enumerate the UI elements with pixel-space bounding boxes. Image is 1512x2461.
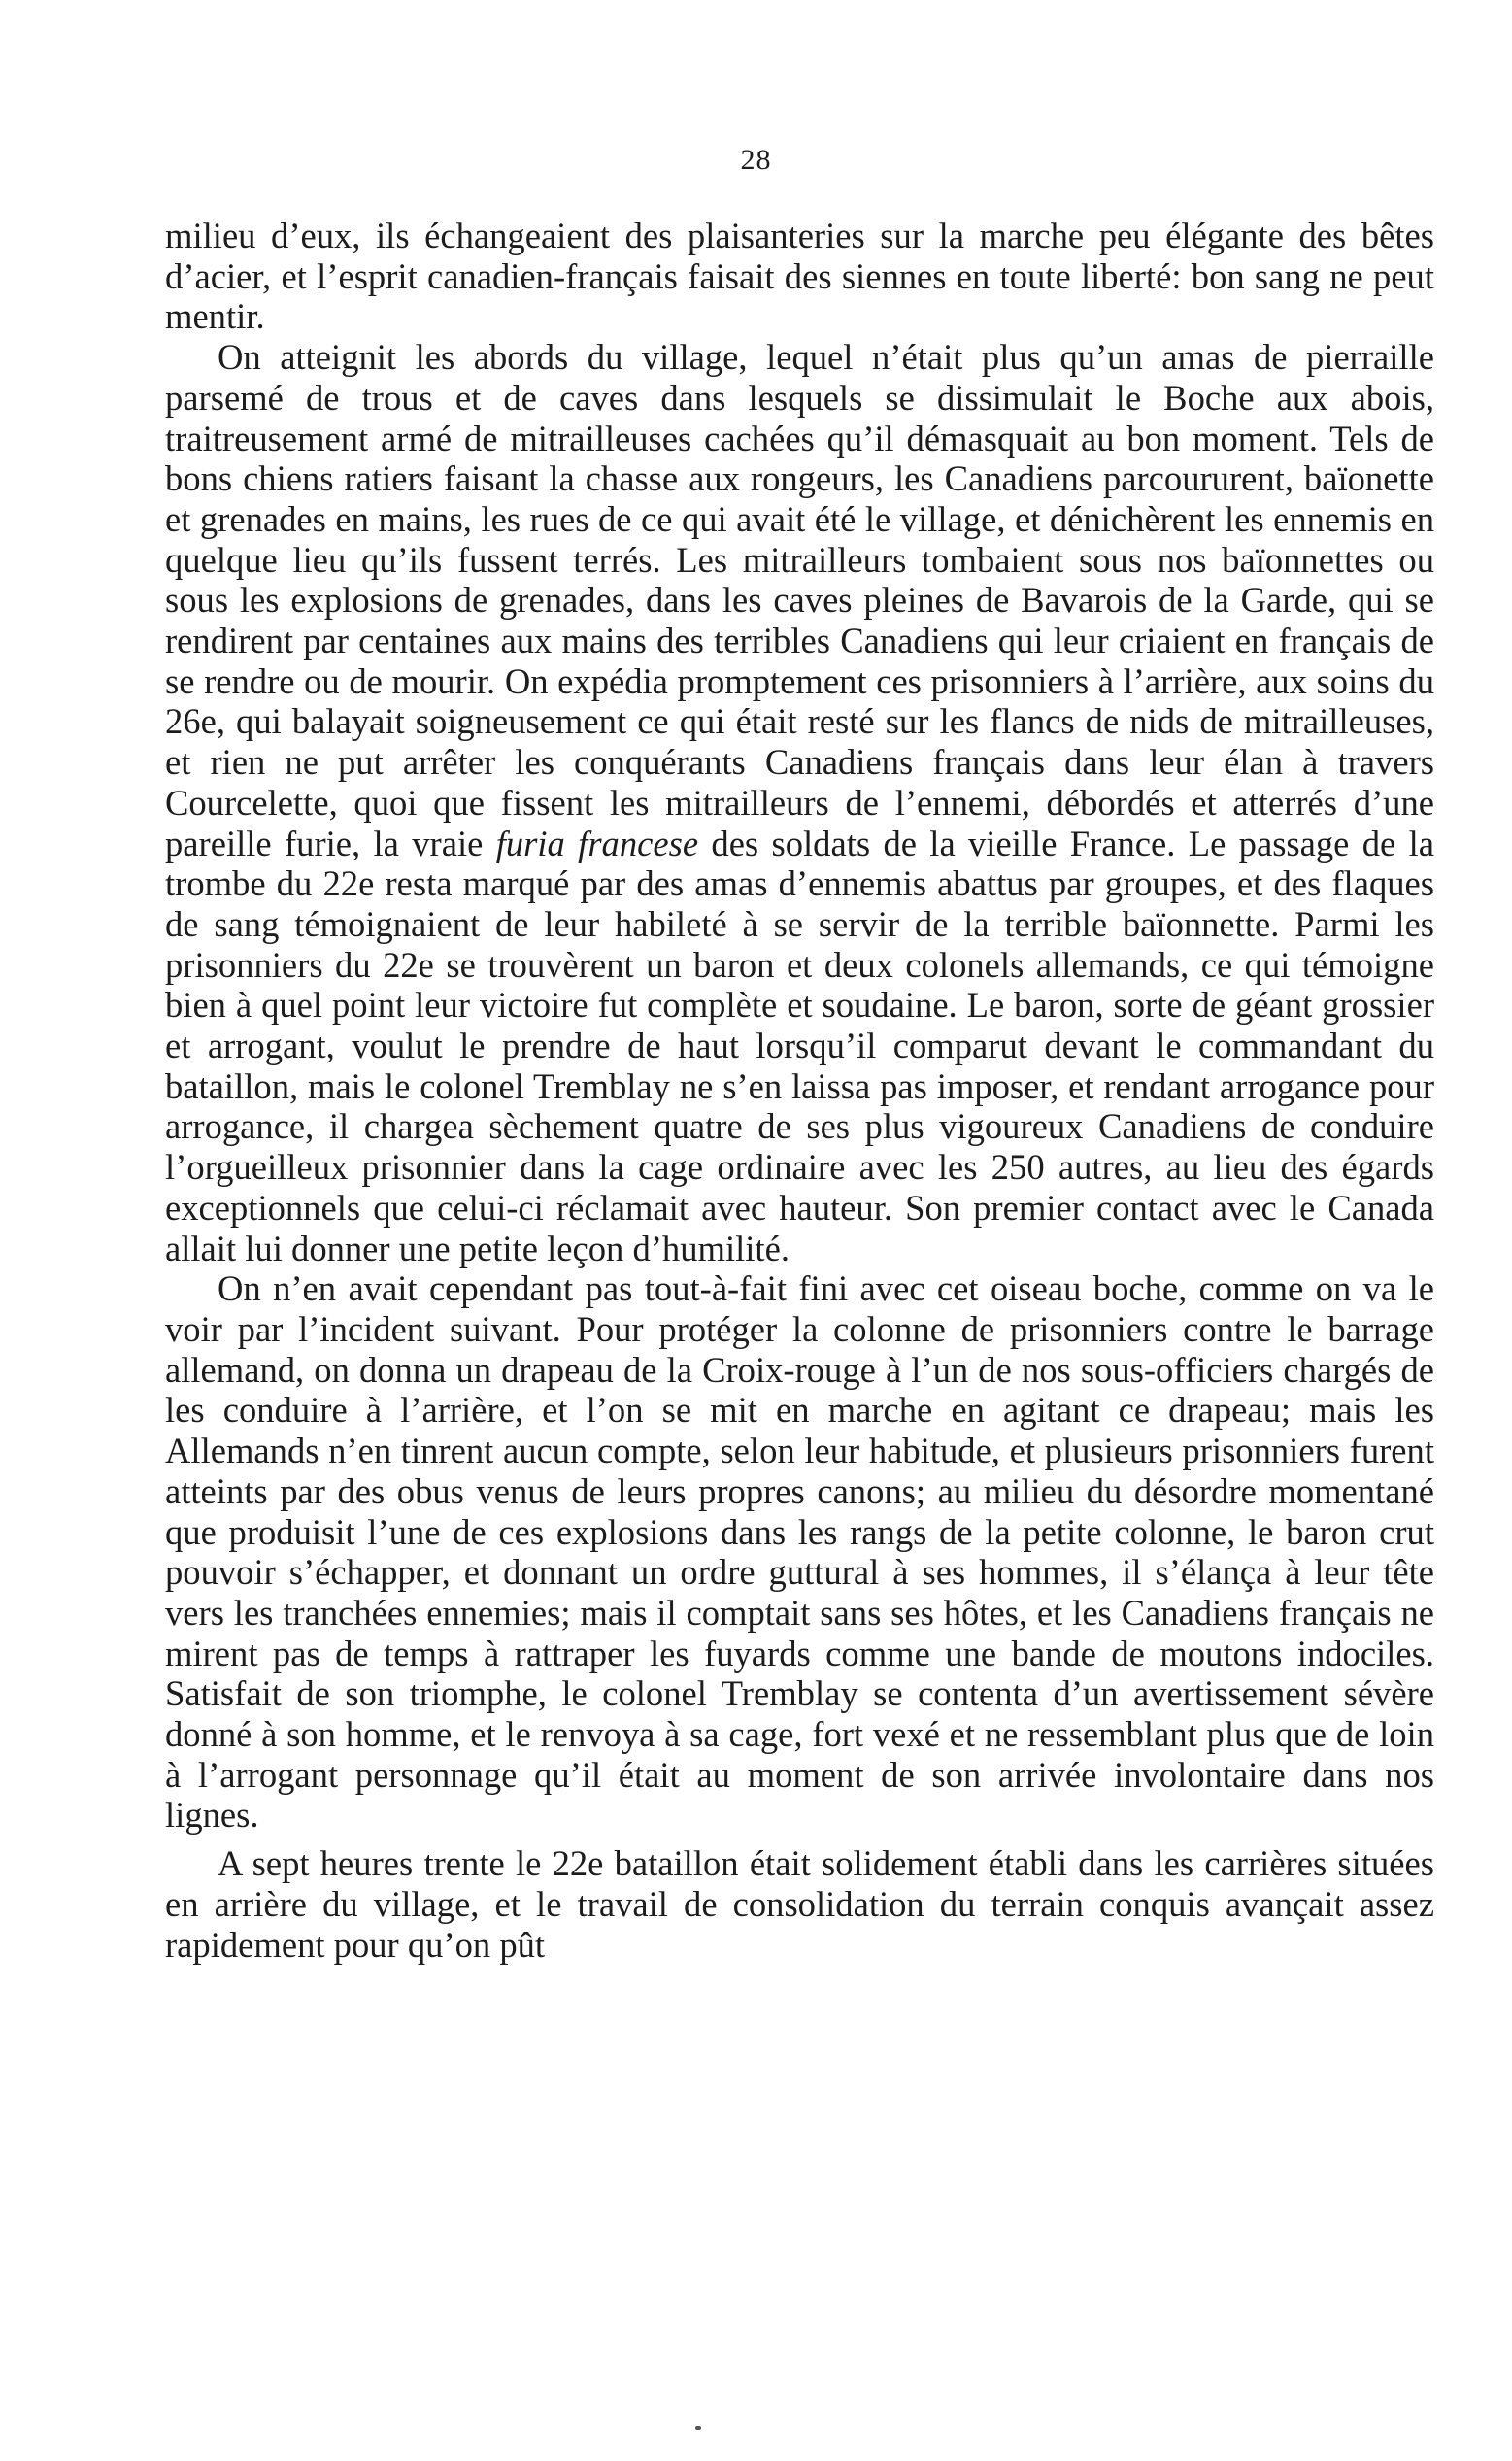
page-number: 28 <box>740 144 772 176</box>
italic-phrase: furia francese <box>495 823 699 863</box>
body-text <box>165 216 1434 1965</box>
paragraph-2-text-after: des soldats de la vieille France. Le passage de la trombe du 22e resta marqué par des amas d’ennemis abattus par groupes, et des flaques de sang témoignaient de leur habileté à se servir de la terrible baïonnette. Parmi les prisonniers du 22e se trouvèrent un baron et deux colonels allemands, ce qui témoigne bien à quel point leur victoire fut complète et soudaine. Le baron, sorte de géant grossier et arrogant, voulut le prendre de haut lorsqu’il comparut devant le commandant du bataillon, mais le colonel Tremblay ne s’en laissa pas imposer, et rendant arrogance pour arrogance, il chargea sèchement quatre de ses plus vigoureux Canadiens de conduire l’orgueilleux prisonnier dans la cage ordinaire avec les 250 autres, au lieu des égards exceptionnels que celui-ci réclamait avec hauteur. Son premier contact avec le Canada allait lui donner une petite leçon d’humilité. <box>165 823 1435 1268</box>
print-speck <box>695 2426 701 2430</box>
paragraph-2 <box>165 337 1434 1268</box>
paragraph-4: A sept heures trente le 22e bataillon était solidement établi dans les carrières situées en arrière du village, et le travail de consolidation du terrain conquis avançait assez rapidement pour qu’on pût <box>165 1843 1434 1965</box>
paragraph-2-text-before: On atteignit les abords du village, lequel n’était plus qu’un amas de pierraille parsemé de trous et de caves dans lesquels se dissimulait le Boche aux abois, traitreusement armé de mitrailleuses cachées qu’il démasquait au bon moment. Tels de bons chiens ratiers faisant la chasse aux rongeurs, les Canadiens parcoururent, baïonette et grenades en mains, les rues de ce qui avait été le village, et dénichèrent les ennemis en quelque lieu qu’ils fussent terrés. Les mitrailleurs tombaient sous nos baïonnettes ou sous les explosions de grenades, dans les caves pleines de Bavarois de la Garde, qui se rendirent par centaines aux mains des terribles Canadiens qui leur criaient en français de se rendre ou de mourir. On expédia promptement ces prisonniers à l’arrière, aux soins du 26e, qui balayait soigneusement ce qui était resté sur les flancs de nids de mitrailleuses, et rien ne put arrêter les conquérants Canadiens français dans leur élan à travers Courcelette, quoi que fissent les mitrailleurs de l’ennemi, débordés et atterrés d’une pareille furie, la vraie <box>165 337 1434 863</box>
paragraph-3: On n’en avait cependant pas tout-à-fait fini avec cet oiseau boche, comme on va le voir par l’incident suivant. Pour protéger la colonne de prisonniers contre le barrage allemand, on donna un drapeau de la Croix-rouge à l’un de nos sous-officiers chargés de les conduire à l’arrière, et l’on se mit en marche en agitant ce drapeau; mais les Allemands n’en tinrent aucun compte, selon leur habitude, et plusieurs prisonniers furent atteints par des obus venus de leurs propres canons; au milieu du désordre momentané que produisit l’une de ces explosions dans les rangs de la petite colonne, le baron crut pouvoir s’échapper, et donnant un ordre guttural à ses hommes, il s’élança à leur tête vers les tranchées ennemies; mais il comptait sans ses hôtes, et les Canadiens français ne mirent pas de temps à rattraper les fuyards comme une bande de moutons indociles. Satisfait de son triomphe, le colonel Tremblay se contenta d’un avertissement sévère donné à son homme, et le renvoya à sa cage, fort vexé et ne ressemblant plus que de loin à l’arrogant personnage qu’il était au moment de son arrivée involontaire dans nos lignes. <box>165 1268 1434 1836</box>
paragraph-1: milieu d’eux, ils échangeaient des plaisanteries sur la marche peu élégante des bêtes d’acier, et l’esprit canadien-français faisait des siennes en toute liberté: bon sang ne peut mentir. <box>165 216 1434 337</box>
